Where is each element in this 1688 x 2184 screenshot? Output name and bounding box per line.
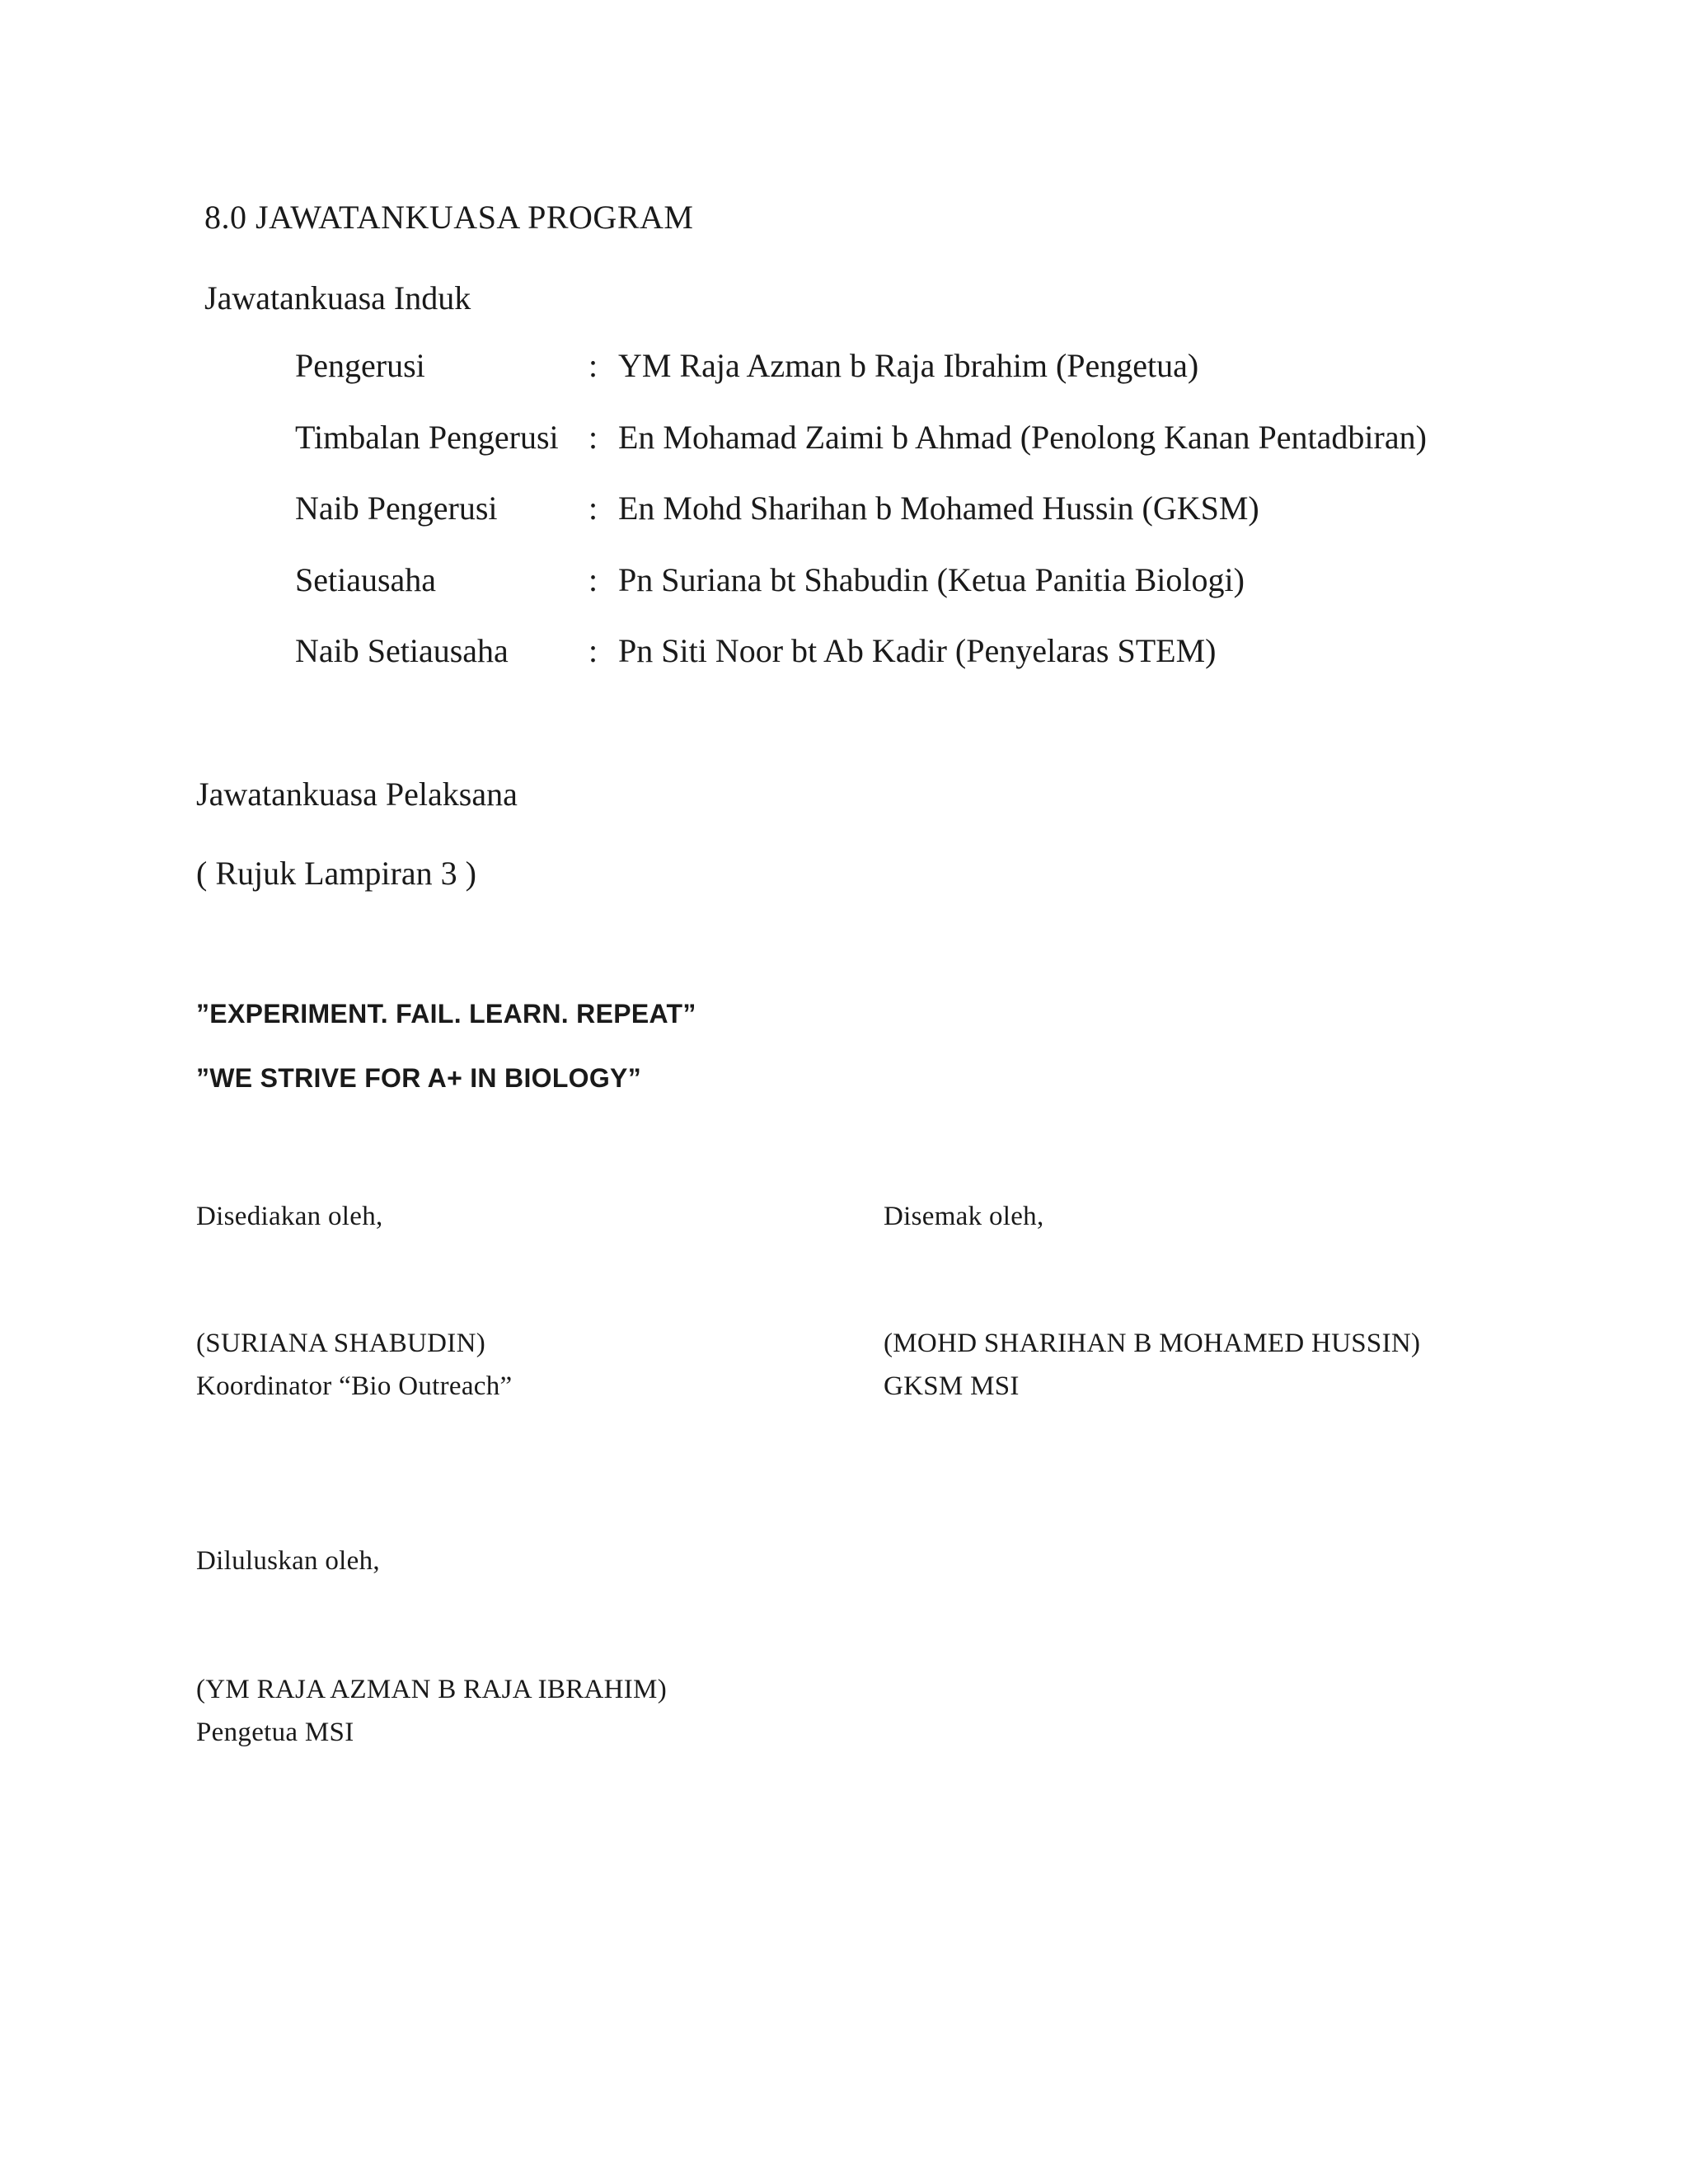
appendix-reference: ( Rujuk Lampiran 3 ) [196, 855, 476, 892]
committee-row-secretary [295, 560, 1581, 632]
checked-by-name: (MOHD SHARIHAN B MOHAMED HUSSIN) [884, 1329, 1421, 1358]
committee-role: Naib Pengerusi [295, 490, 498, 527]
committee-person: Pn Suriana bt Shabudin (Ketua Panitia Biologi) [618, 560, 1245, 598]
committee-row-deputy-chair [295, 418, 1581, 490]
prepared-by-label: Disediakan oleh, [196, 1202, 383, 1231]
committee-colon: : [588, 490, 598, 527]
slogan-experiment: ”EXPERIMENT. FAIL. LEARN. REPEAT” [196, 999, 696, 1029]
committee-row-vice-secretary [295, 631, 1581, 703]
checked-by-title: GKSM MSI [884, 1371, 1020, 1401]
approved-by-label: Diluluskan oleh, [196, 1546, 380, 1576]
committee-person: En Mohamad Zaimi b Ahmad (Penolong Kanan Pentadbiran) [618, 418, 1427, 456]
induk-committee-list [295, 346, 1581, 703]
approved-by-name: (YM RAJA AZMAN B RAJA IBRAHIM) [196, 1675, 667, 1704]
committee-colon: : [588, 418, 598, 456]
checked-by-label: Disemak oleh, [884, 1202, 1044, 1231]
committee-role: Naib Setiausaha [295, 632, 509, 669]
committee-person: En Mohd Sharihan b Mohamed Hussin (GKSM) [618, 490, 1259, 527]
prepared-by-name: (SURIANA SHABUDIN) [196, 1329, 485, 1358]
committee-person: Pn Siti Noor bt Ab Kadir (Penyelaras STEM) [618, 632, 1217, 669]
committee-role: Setiausaha [295, 560, 437, 598]
committee-role: Pengerusi [295, 347, 425, 384]
approved-by-title: Pengetua MSI [196, 1718, 354, 1747]
prepared-by-title: Koordinator “Bio Outreach” [196, 1371, 513, 1401]
committee-colon: : [588, 347, 598, 384]
committee-person: YM Raja Azman b Raja Ibrahim (Pengetua) [618, 347, 1199, 384]
pelaksana-committee-heading: Jawatankuasa Pelaksana [196, 776, 518, 813]
induk-committee-heading: Jawatankuasa Induk [204, 279, 471, 316]
section-title: 8.0 JAWATANKUASA PROGRAM [204, 199, 694, 236]
committee-colon: : [588, 632, 598, 669]
slogan-biology: ”WE STRIVE FOR A+ IN BIOLOGY” [196, 1063, 641, 1093]
committee-row-chair [295, 346, 1581, 418]
committee-row-vice-chair [295, 489, 1581, 560]
committee-colon: : [588, 560, 598, 598]
committee-role: Timbalan Pengerusi [295, 418, 559, 456]
